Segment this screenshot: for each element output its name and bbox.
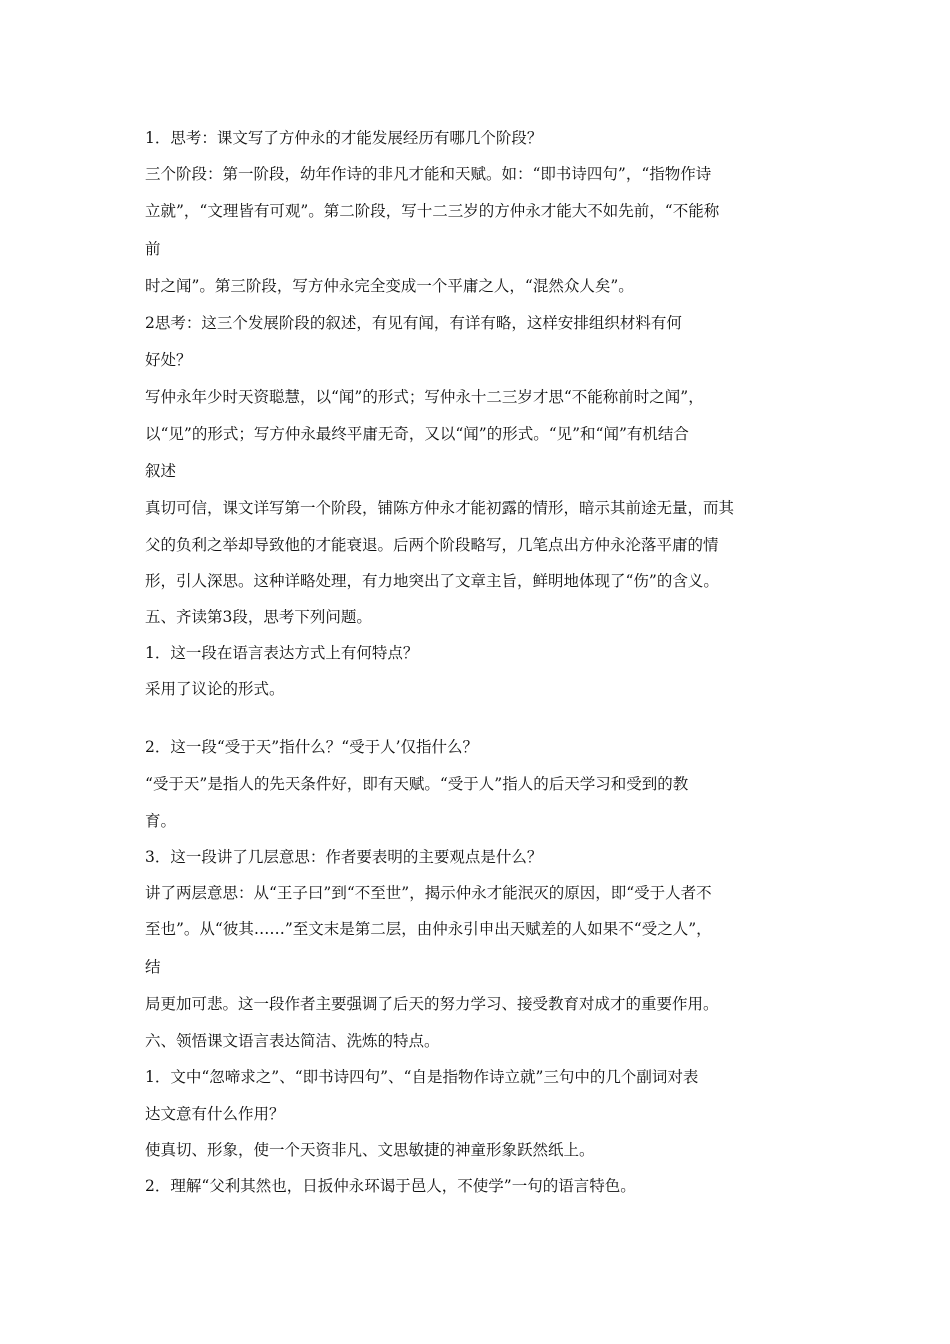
text-line: 1．文中“忽啼求之”、“即书诗四句”、“自是指物作诗立就”三句中的几个副词对表: [145, 1068, 699, 1086]
text-line: 2．这一段“受于天”指什么？“受于人’仅指什么？: [145, 738, 479, 756]
text-line: 至也”。从“彼其……”至文末是第二层，由仲永引申出天赋差的人如果不“受之人”，: [145, 920, 712, 938]
text-line: 前: [145, 240, 161, 258]
text-line: 六、领悟课文语言表达简洁、洗炼的特点。: [145, 1032, 440, 1050]
text-line: 叙述: [145, 462, 177, 480]
text-line: 局更加可悲。这一段作者主要强调了后天的努力学习、接受教育对成才的重要作用。: [145, 995, 719, 1013]
text-line: 五、齐读第3段，思考下列问题。: [145, 608, 372, 626]
text-line: 父的负利之举却导致他的才能衰退。后两个阶段略写，几笔点出方仲永沦落平庸的情: [145, 536, 719, 554]
text-line: 三个阶段：第一阶段，幼年作诗的非凡才能和天赋。如：“即书诗四句”，“指物作诗: [145, 165, 712, 183]
text-line: “受于天”是指人的先天条件好，即有天赋。“受于人”指人的后天学习和受到的教: [145, 775, 689, 793]
text-line: 结: [145, 958, 161, 976]
text-line: 1．这一段在语言表达方式上有何特点？: [145, 644, 419, 662]
text-line: 写仲永年少时天资聪慧，以“闻”的形式；写仲永十二三岁才思“不能称前时之闻”，: [145, 388, 704, 406]
text-line: 3．这一段讲了几层意思：作者要表明的主要观点是什么？: [145, 848, 543, 866]
text-line: 达文意有什么作用？: [145, 1105, 285, 1123]
text-line: 时之闻”。第三阶段，写方仲永完全变成一个平庸之人，“混然众人矣”。: [145, 277, 634, 295]
text-line: 立就”，“文理皆有可观”。第二阶段，写十二三岁的方仲永才能大不如先前，“不能称: [145, 202, 720, 220]
text-line: 2．理解“父利其然也，日扳仲永环谒于邑人，不使学”一句的语言特色。: [145, 1177, 636, 1195]
text-line: 以“见”的形式；写方仲永最终平庸无奇，又以“闻”的形式。“见”和“闻”有机结合: [145, 425, 689, 443]
text-line: 使真切、形象，使一个天资非凡、文思敏捷的神童形象跃然纸上。: [145, 1141, 595, 1159]
text-line: 1．思考：课文写了方仲永的才能发展经历有哪几个阶段？: [145, 129, 543, 147]
text-line: 2思考：这三个发展阶段的叙述，有见有闻，有详有略，这样安排组织材料有何: [145, 314, 682, 332]
text-line: 讲了两层意思：从“王子曰”到“不至世”，揭示仲永才能泯灭的原因，即“受于人者不: [145, 884, 712, 902]
text-line: 真切可信，课文详写第一个阶段，铺陈方仲永才能初露的情形，暗示其前途无量，而其: [145, 499, 735, 517]
text-line: 好处？: [145, 351, 192, 369]
text-line: 育。: [145, 812, 177, 830]
text-line: 采用了议论的形式。: [145, 680, 285, 698]
text-line: 形，引人深思。这种详略处理，有力地突出了文章主旨，鲜明地体现了“伤”的含义。: [145, 572, 719, 590]
